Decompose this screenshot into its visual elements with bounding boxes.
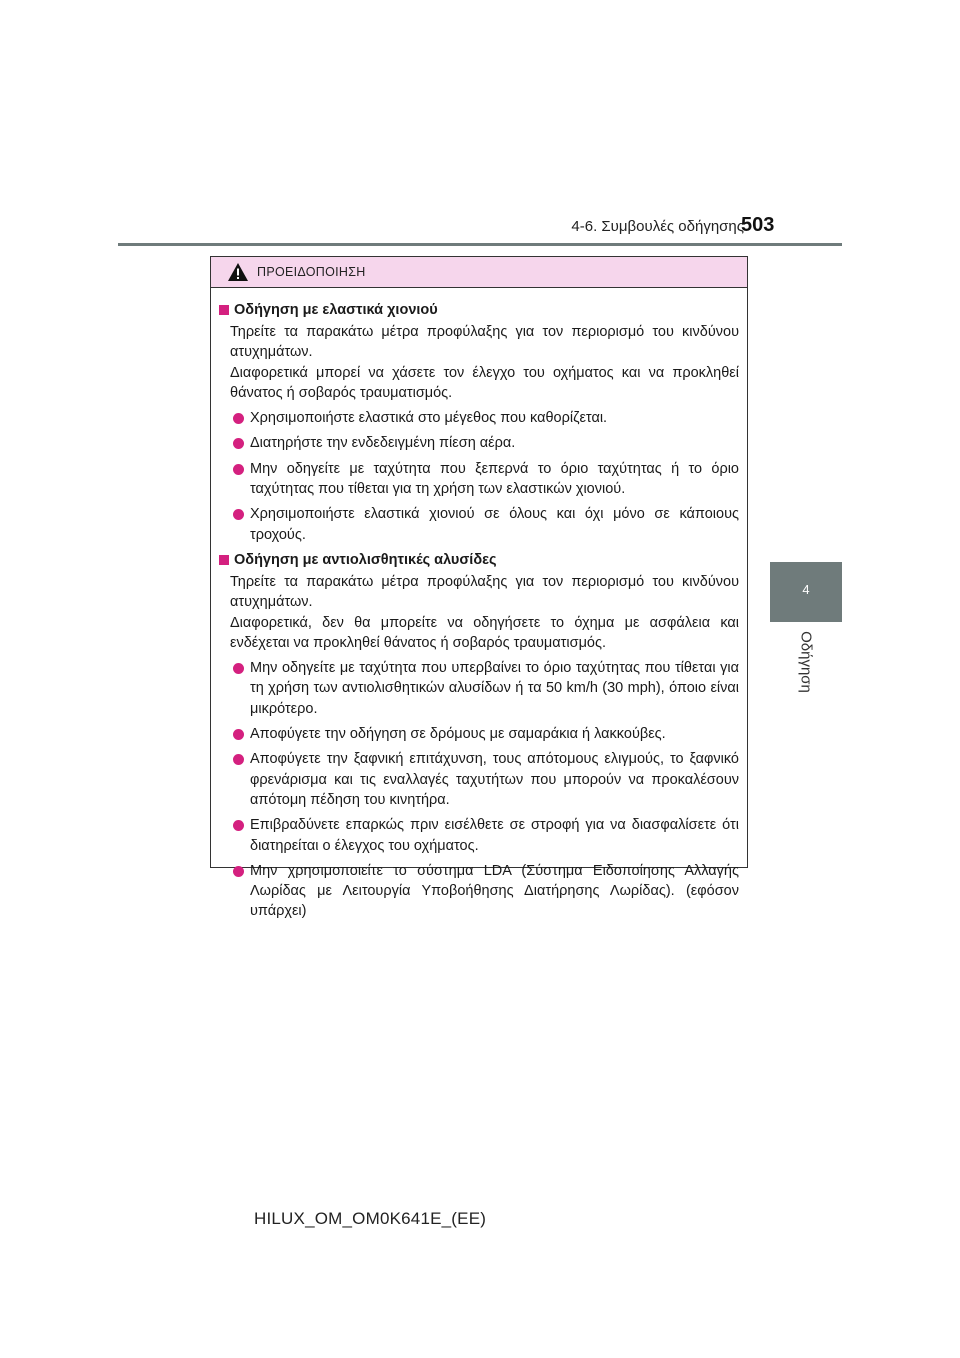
page-number: 503 — [741, 214, 775, 236]
header-section-title: 4-6. Συμβουλές οδήγησης — [571, 218, 744, 235]
chapter-number: 4 — [802, 582, 810, 597]
section-snow-tires — [219, 300, 739, 545]
bullet-text: Χρησιμοποιήστε ελαστικά χιονιού σε όλους και όχι μόνο σε κάποιους τροχούς. — [250, 506, 739, 543]
bullet-text: Μην χρησιμοποιείτε το σύστημα LDA (Σύστημα Ειδοποίησης Αλλαγής Λωρίδας με Λειτουργία Υποβοήθησης Διατήρησης Λωρίδας). (εφόσον υπάρχει) — [250, 862, 739, 920]
bullet-item — [219, 658, 739, 719]
warning-triangle-icon — [227, 262, 249, 282]
round-bullet-icon — [233, 413, 244, 424]
warning-header — [211, 257, 747, 288]
warning-title: ΠΡΟΕΙΔΟΠΟΙΗΣΗ — [257, 265, 366, 279]
paragraph: Διαφορετικά, δεν θα μπορείτε να οδηγήσετε το όχημα με ασφάλεια και ενδέχεται να προκληθεί θάνατος ή σοβαρός τραυματισμός. — [230, 614, 739, 651]
section-heading-text: Οδήγηση με αντιολισθητικές αλυσίδες — [234, 551, 497, 568]
section-heading — [219, 550, 739, 570]
section-heading-text: Οδήγηση με ελαστικά χιονιού — [234, 302, 438, 318]
square-bullet-icon — [219, 555, 229, 565]
section-snow-chains — [219, 550, 739, 922]
bullet-item — [219, 459, 739, 500]
round-bullet-icon — [233, 729, 244, 740]
round-bullet-icon — [233, 754, 244, 765]
square-bullet-icon — [219, 305, 229, 315]
header-rule — [118, 243, 842, 246]
bullet-item — [219, 504, 739, 545]
bullet-text: Χρησιμοποιήστε ελαστικά στο μέγεθος που καθορίζεται. — [250, 410, 608, 427]
bullet-text: Διατηρήστε την ενδεδειγμένη πίεση αέρα. — [250, 435, 516, 452]
warning-box — [210, 256, 748, 920]
bullet-text: Επιβραδύνετε επαρκώς πριν εισέλθετε σε στροφή για να διασφαλίσετε ότι διατηρείται ο έλεγχος του οχήματος. — [250, 817, 739, 854]
bullet-text: Αποφύγετε την ξαφνική επιτάχυνση, τους απότομους ελιγμούς, το ξαφνικό φρενάρισμα και τις εναλλαγές ταχυτήτων που μπορούν να προκαλέσουν απότομη πέδηση του κινητήρα. — [250, 751, 739, 808]
warning-body — [211, 288, 747, 922]
paragraph: Τηρείτε τα παρακάτω μέτρα προφύλαξης για τον περιορισμό του κινδύνου ατυχημάτων. — [230, 324, 739, 361]
document-code: HILUX_OM_OM0K641E_(EE) — [254, 1209, 487, 1228]
bullet-item — [219, 408, 739, 428]
round-bullet-icon — [233, 866, 244, 877]
round-bullet-icon — [233, 820, 244, 831]
chapter-tab — [770, 562, 842, 622]
round-bullet-icon — [233, 509, 244, 520]
bullet-text: Μην οδηγείτε με ταχύτητα που ξεπερνά το όριο ταχύτητας ή το όριο ταχύτητας που τίθεται για τη χρήση των ελαστικών χιονιού. — [250, 460, 739, 498]
bullet-item — [219, 724, 739, 744]
round-bullet-icon — [233, 464, 244, 475]
paragraph: Διαφορετικά μπορεί να χάσετε τον έλεγχο του οχήματος και να προκληθεί θάνατος ή σοβαρός τραυματισμός. — [230, 364, 739, 401]
bullet-item — [219, 861, 739, 922]
section-heading — [219, 300, 739, 320]
bullet-item — [219, 749, 739, 810]
chapter-label: Οδήγηση — [797, 631, 815, 693]
bullet-item — [219, 815, 739, 856]
bullet-item — [219, 433, 739, 453]
round-bullet-icon — [233, 438, 244, 449]
paragraph: Τηρείτε τα παρακάτω μέτρα προφύλαξης για τον περιορισμό του κινδύνου ατυχημάτων. — [230, 573, 739, 611]
round-bullet-icon — [233, 663, 244, 674]
bullet-text: Αποφύγετε την οδήγηση σε δρόμους με σαμαράκια ή λακκούβες. — [250, 726, 666, 743]
bullet-text: Μην οδηγείτε με ταχύτητα που υπερβαίνει το όριο ταχύτητας που τίθεται για τη χρήση των αντιολισθητικών αλυσίδων ή τα 50 km/h (30 mph), όποιο είναι μικρότερο. — [250, 660, 739, 717]
